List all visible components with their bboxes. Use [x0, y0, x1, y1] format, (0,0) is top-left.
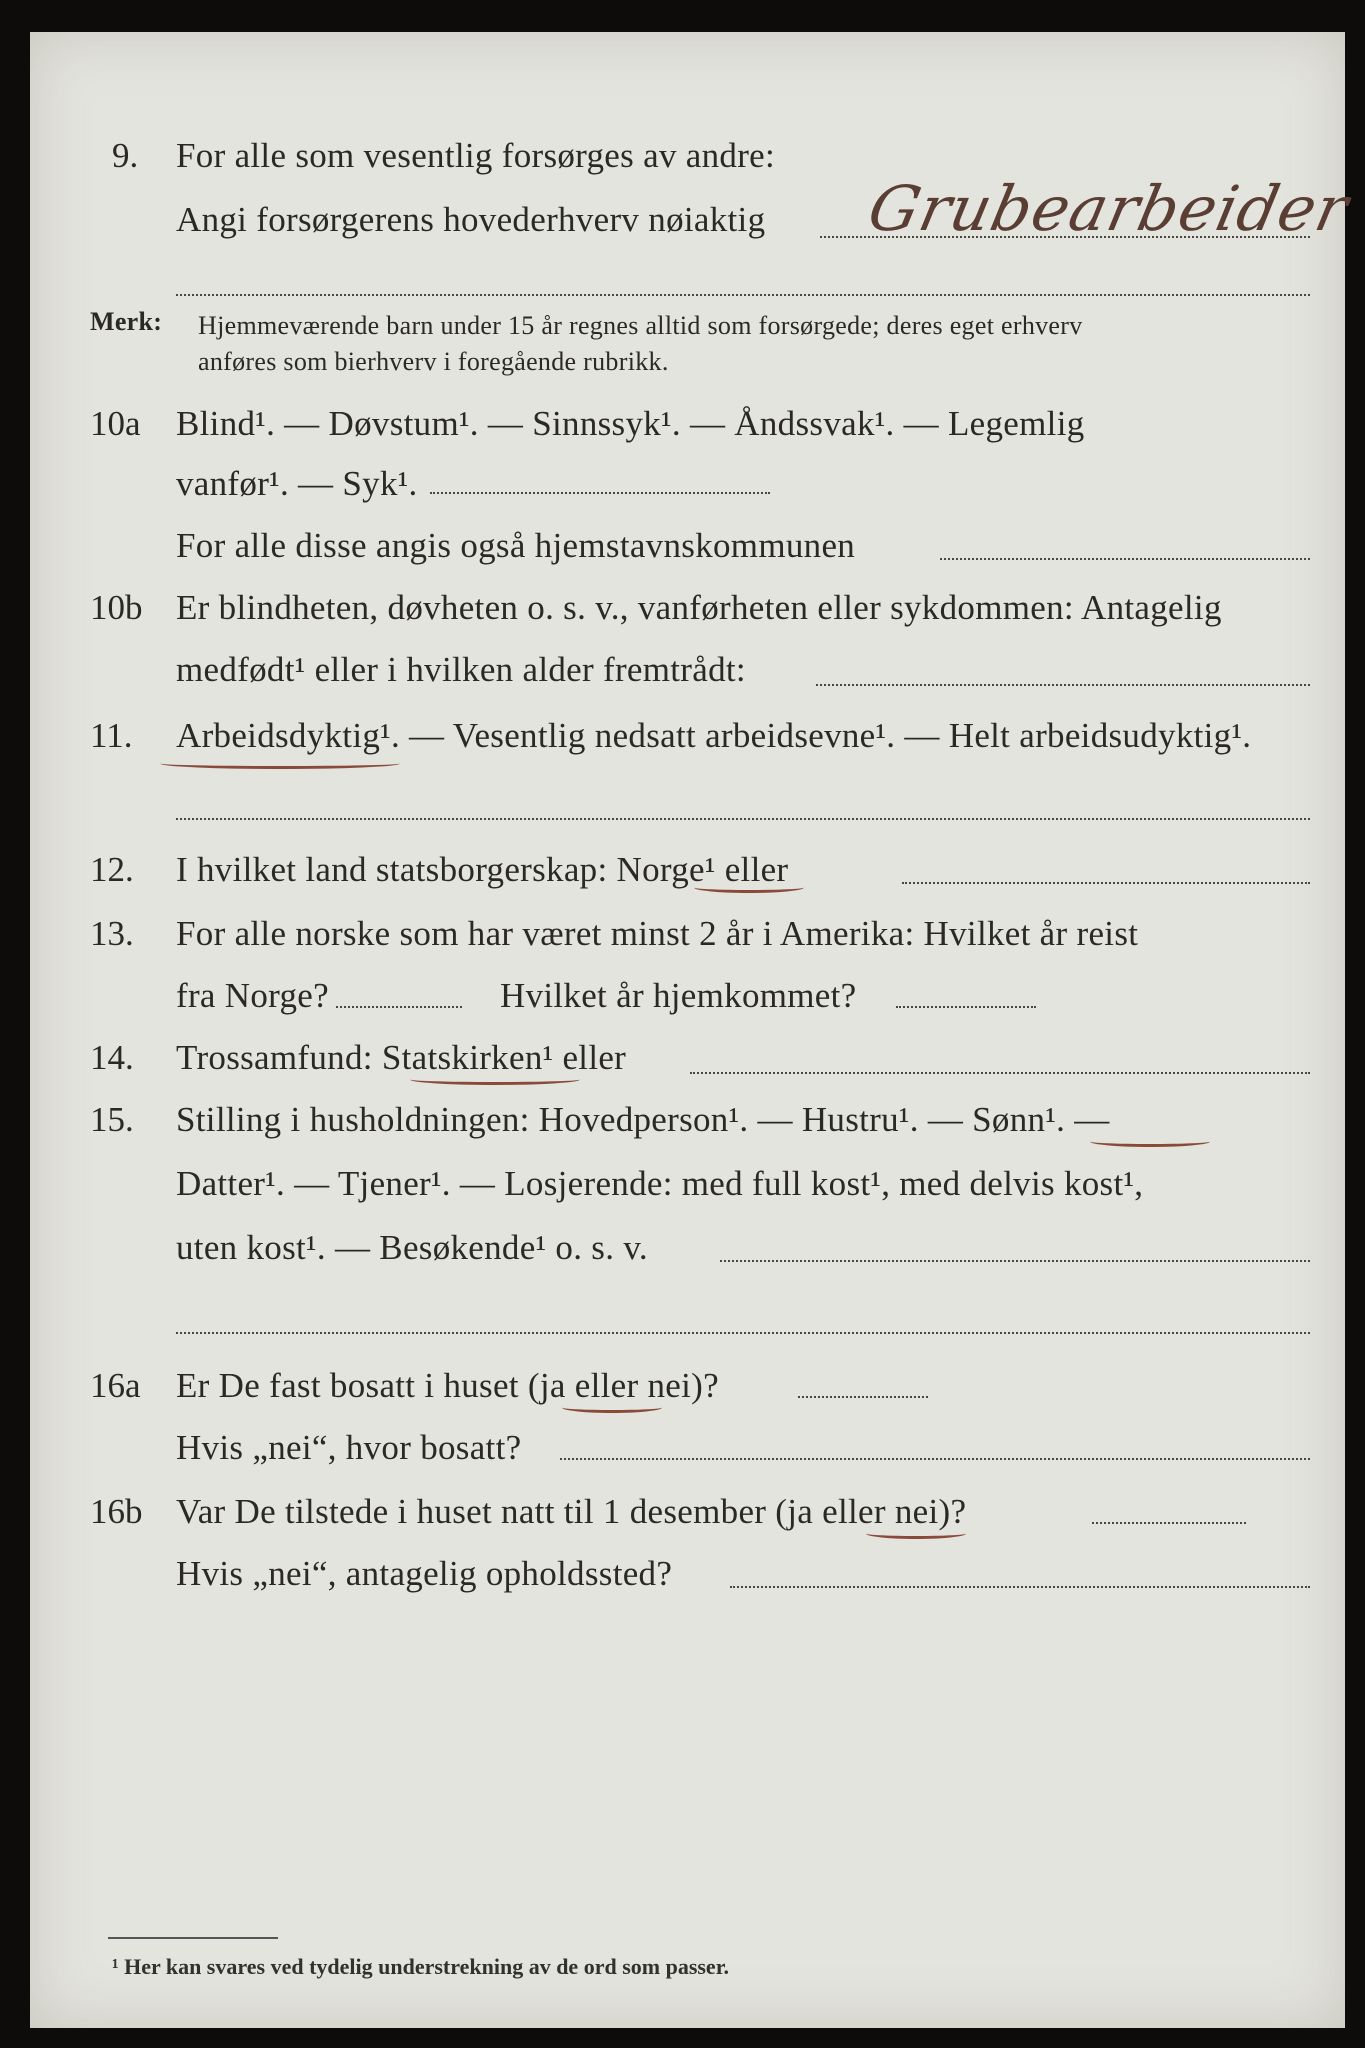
q16b-number: 16b	[90, 1492, 143, 1531]
q16a-line2: Hvis „nei“, hvor bosatt?	[176, 1428, 522, 1467]
q11-underline-mark	[160, 758, 400, 769]
q14-number: 14.	[90, 1038, 134, 1077]
q10a-kommune-line	[940, 558, 1310, 560]
q10a-number: 10a	[90, 404, 141, 443]
q14-answer-line	[690, 1072, 1310, 1074]
merk-line2: anføres som bierhverv i foregående rubrikk.	[198, 347, 669, 376]
q15-line3: uten kost¹. — Besøkende¹ o. s. v.	[176, 1228, 648, 1267]
merk-label: Merk:	[90, 307, 163, 336]
q11-number: 11.	[90, 716, 133, 755]
q10a-line1: Blind¹. — Døvstum¹. — Sinnssyk¹. — Åndssvak¹. — Legemlig	[176, 404, 1085, 443]
footnote-rule	[108, 1937, 278, 1939]
q15-line2: Datter¹. — Tjener¹. — Losjerende: med full kost¹, med delvis kost¹,	[176, 1164, 1144, 1203]
q16b-line1: Var De tilstede i huset natt til 1 desember (ja eller nei)?	[176, 1492, 967, 1531]
q16a-answer-line	[798, 1396, 928, 1398]
q14-line1: Trossamfund: Statskirken¹ eller	[176, 1038, 627, 1077]
q10b-number: 10b	[90, 588, 143, 627]
q16a-number: 16a	[90, 1366, 141, 1405]
q13-line2a: fra Norge?	[176, 976, 329, 1015]
footnote: ¹ Her kan svares ved tydelig understrekning av de ord som passer.	[112, 1954, 729, 1979]
q13-reist-line	[336, 1006, 462, 1008]
q15-underline-mark	[1090, 1136, 1210, 1147]
q10b-line2: medfødt¹ eller i hvilken alder fremtrådt:	[176, 650, 746, 689]
q16b-underline-mark	[866, 1528, 966, 1539]
q15-extra-line	[176, 1332, 1310, 1334]
q14-underline-mark	[410, 1074, 580, 1085]
q12-answer-line	[902, 882, 1310, 884]
q16b-line2: Hvis „nei“, antagelig opholdssted?	[176, 1554, 673, 1593]
q13-number: 13.	[90, 914, 134, 953]
q13-hjemkommet-line	[896, 1006, 1036, 1008]
q12-number: 12.	[90, 850, 134, 889]
q16a-line1: Er De fast bosatt i huset (ja eller nei)?	[176, 1366, 719, 1405]
q10a-line2: vanfør¹. — Syk¹.	[176, 464, 418, 503]
q10b-line1: Er blindheten, døvheten o. s. v., vanførheten eller sykdommen: Antagelig	[176, 588, 1222, 627]
q9-line2: Angi forsørgerens hovederhverv nøiaktig	[176, 200, 766, 239]
q10a-syk-line	[430, 492, 770, 494]
q11-extra-line	[176, 818, 1310, 820]
q15-line1: Stilling i husholdningen: Hovedperson¹. — Hustru¹. — Sønn¹. —	[176, 1100, 1110, 1139]
merk-line1: Hjemmeværende barn under 15 år regnes alltid som forsørgede; deres eget erhverv	[198, 311, 1083, 340]
q9-handwritten-answer: Grubearbeider	[862, 172, 1356, 245]
q10b-answer-line	[816, 684, 1310, 686]
q10a-line3: For alle disse angis også hjemstavnskommunen	[176, 526, 856, 565]
q16b-answer-line	[1092, 1522, 1246, 1524]
q16b-opholdssted-line	[730, 1586, 1310, 1588]
census-form-page	[30, 32, 1356, 2028]
q9-extra-line	[176, 294, 1310, 296]
q12-underline-mark	[694, 882, 804, 893]
q9-number: 9.	[112, 136, 139, 175]
q9-line1: For alle som vesentlig forsørges av andre:	[176, 136, 776, 175]
q13-line2b: Hvilket år hjemkommet?	[500, 976, 857, 1015]
q12-line1: I hvilket land statsborgerskap: Norge¹ eller	[176, 850, 789, 889]
q16a-underline-mark	[562, 1402, 662, 1413]
q16a-bosatt-line	[560, 1458, 1310, 1460]
q13-line1: For alle norske som har været minst 2 år i Amerika: Hvilket år reist	[176, 914, 1139, 953]
q15-answer-line	[720, 1260, 1310, 1262]
q15-number: 15.	[90, 1100, 134, 1139]
q11-line1: Arbeidsdyktig¹. — Vesentlig nedsatt arbeidsevne¹. — Helt arbeidsudyktig¹.	[176, 716, 1252, 755]
